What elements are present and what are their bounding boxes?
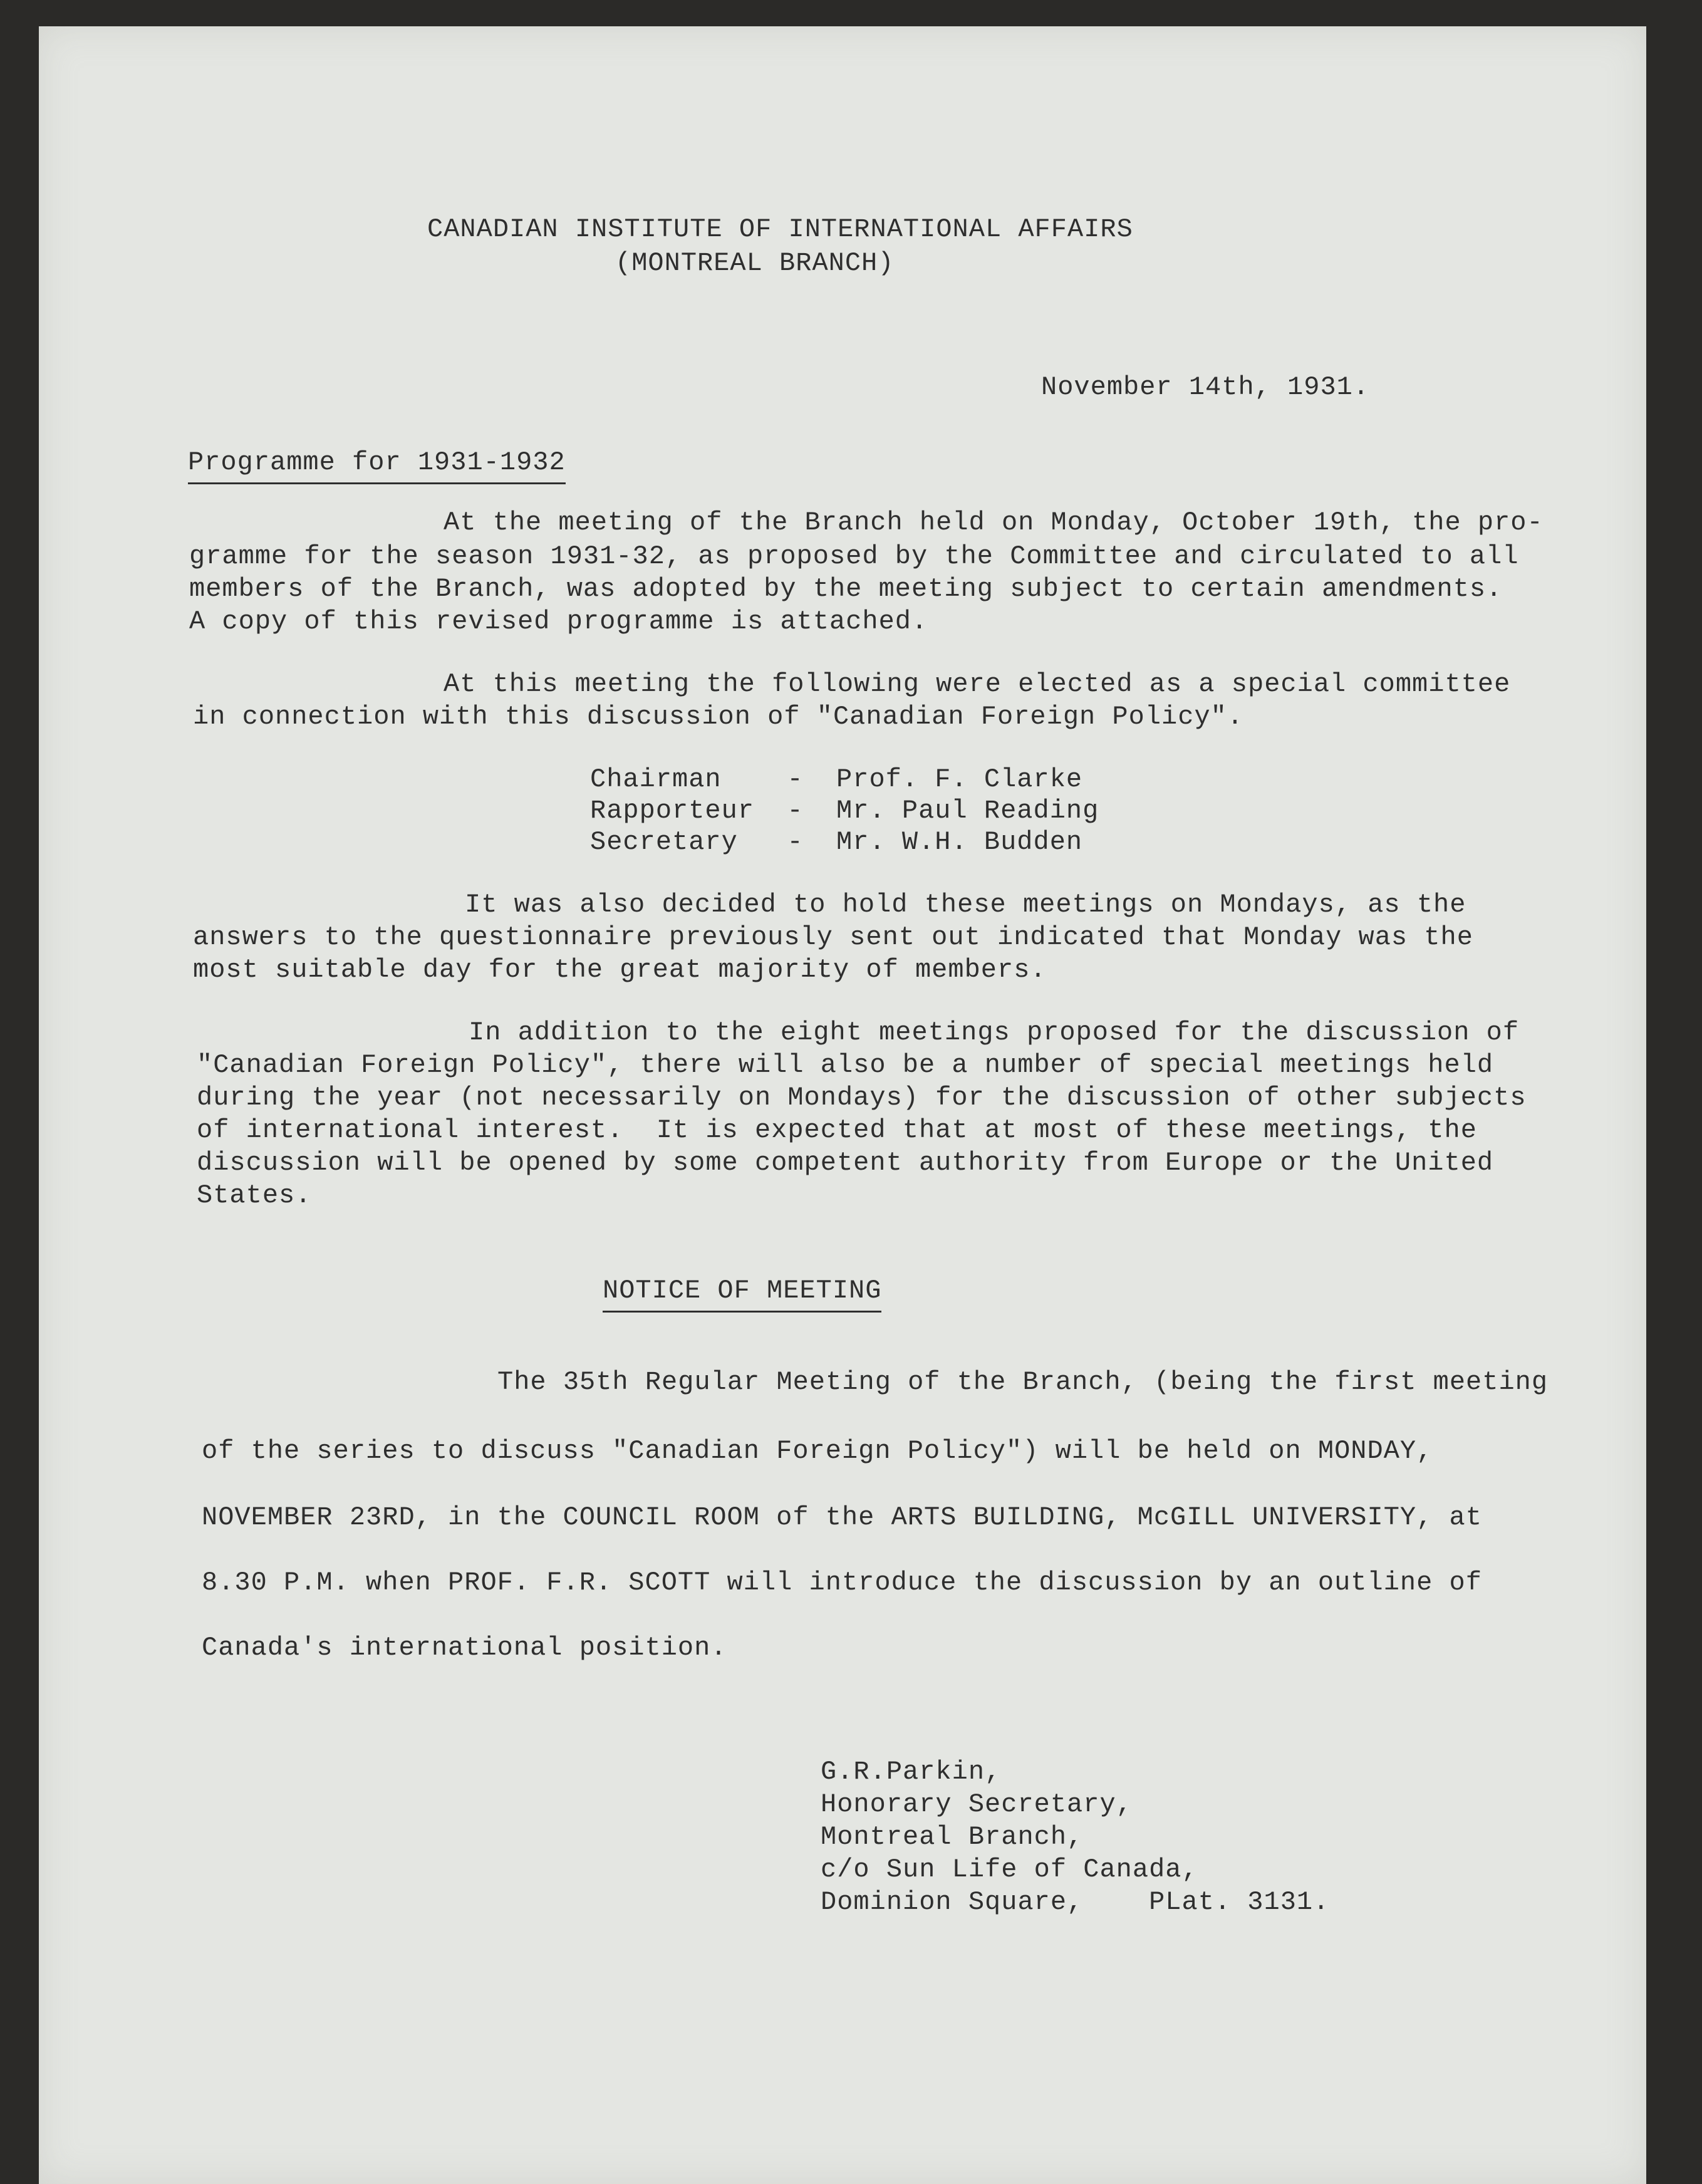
- committee-rapporteur: Rapporteur - Mr. Paul Reading: [590, 796, 1099, 826]
- paragraph-line: It was also decided to hold these meetings on Mondays, as the: [465, 890, 1466, 920]
- notice-line: of the series to discuss "Canadian Foreign Policy") will be held on MONDAY,: [202, 1436, 1433, 1466]
- signature-line: c/o Sun Life of Canada,: [821, 1854, 1198, 1885]
- signature-line: G.R.Parkin,: [821, 1757, 1002, 1787]
- signature-line: Dominion Square, PLat. 3131.: [821, 1887, 1330, 1917]
- paragraph-line: In addition to the eight meetings proposed for the discussion of: [469, 1017, 1520, 1048]
- programme-heading: Programme for 1931-1932: [188, 446, 566, 484]
- committee-secretary: Secretary - Mr. W.H. Budden: [590, 827, 1083, 857]
- paragraph-line: members of the Branch, was adopted by the meeting subject to certain amendments.: [189, 574, 1503, 604]
- paragraph-line: in connection with this discussion of "Canadian Foreign Policy".: [193, 702, 1244, 732]
- org-title: CANADIAN INSTITUTE OF INTERNATIONAL AFFAIRS: [427, 214, 1133, 244]
- paragraph-line: "Canadian Foreign Policy", there will also be a number of special meetings held: [197, 1050, 1494, 1080]
- paragraph-line: At this meeting the following were elected as a special committee: [444, 669, 1511, 699]
- org-subtitle: (MONTREAL BRANCH): [615, 248, 895, 278]
- paragraph-line: States.: [197, 1180, 312, 1210]
- paragraph-line: discussion will be opened by some competent authority from Europe or the United: [197, 1148, 1494, 1178]
- paragraph-line: of international interest. It is expected that at most of these meetings, the: [197, 1115, 1477, 1145]
- paragraph-line: during the year (not necessarily on Mondays) for the discussion of other subjects: [197, 1083, 1527, 1113]
- paragraph-line: most suitable day for the great majority of members.: [193, 955, 1047, 985]
- notice-heading: NOTICE OF MEETING: [603, 1274, 881, 1313]
- committee-chairman: Chairman - Prof. F. Clarke: [590, 764, 1083, 794]
- letter-date: November 14th, 1931.: [1041, 372, 1370, 402]
- signature-line: Montreal Branch,: [821, 1822, 1084, 1852]
- paragraph-line: gramme for the season 1931-32, as proposed by the Committee and circulated to all: [189, 541, 1519, 571]
- paragraph-line: answers to the questionnaire previously sent out indicated that Monday was the: [193, 922, 1473, 952]
- notice-line: NOVEMBER 23RD, in the COUNCIL ROOM of the ARTS BUILDING, McGILL UNIVERSITY, at: [202, 1502, 1482, 1532]
- signature-line: Honorary Secretary,: [821, 1789, 1133, 1819]
- paragraph-line: At the meeting of the Branch held on Monday, October 19th, the pro-: [444, 507, 1544, 538]
- paragraph-line: A copy of this revised programme is attached.: [189, 606, 928, 637]
- notice-line: The 35th Regular Meeting of the Branch, (being the first meeting: [497, 1367, 1549, 1397]
- notice-line: 8.30 P.M. when PROF. F.R. SCOTT will introduce the discussion by an outline of: [202, 1568, 1482, 1598]
- notice-line: Canada's international position.: [202, 1633, 727, 1663]
